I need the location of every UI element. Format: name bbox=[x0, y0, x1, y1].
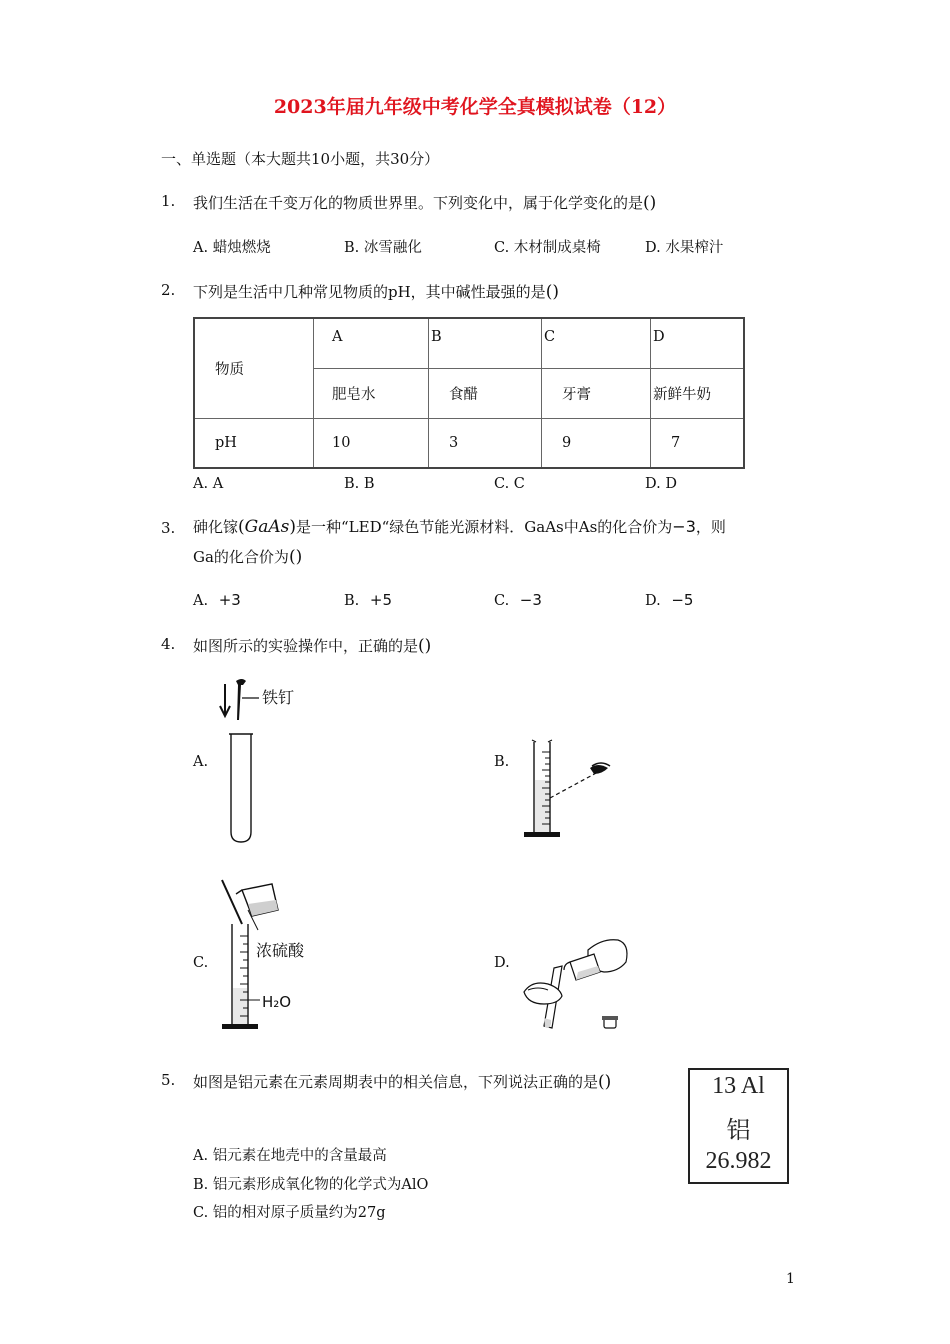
option-d: D. 水果榨汁 bbox=[645, 240, 724, 256]
figure-b-cylinder-reading bbox=[518, 736, 618, 846]
option-c: C. 铝的相对原子质量约为27g bbox=[193, 1205, 386, 1221]
option-b: B. 铝元素形成氧化物的化学式为AlO bbox=[193, 1177, 429, 1193]
option-a: A. +3 bbox=[193, 591, 241, 609]
option-b: B. 冰雪融化 bbox=[344, 240, 422, 256]
figure-label-d: D. bbox=[494, 955, 510, 971]
ph-table bbox=[193, 317, 745, 469]
table-cell: 肥皂水 bbox=[314, 368, 429, 418]
option-a: A. A bbox=[193, 476, 224, 492]
question-text: 下列是生活中几种常见物质的pH，其中碱性最强的是() bbox=[193, 282, 559, 302]
question-number: 4. bbox=[161, 635, 176, 653]
element-card-aluminum bbox=[688, 1068, 789, 1184]
table-cell: 牙膏 bbox=[542, 368, 651, 418]
table-cell: 3 bbox=[429, 418, 542, 468]
figure-label-c: C. bbox=[193, 955, 209, 971]
section-heading: 一、单选题（本大题共10小题，共30分） bbox=[161, 150, 440, 168]
question-text: 如图所示的实验操作中，正确的是() bbox=[193, 636, 432, 656]
figure-c-acid-dilution bbox=[212, 876, 332, 1036]
page-number: 1 bbox=[786, 1271, 795, 1287]
label-nong-liu-suan: 浓硫酸 bbox=[256, 941, 305, 960]
table-cell: pH bbox=[194, 418, 314, 468]
question-text: 砷化镓(GaAs)是一种“LED“绿色节能光源材料．GaAs中As的化合价为−3，则 bbox=[193, 517, 726, 537]
question-number: 2. bbox=[161, 281, 176, 299]
figure-label-a: A. bbox=[193, 754, 209, 770]
option-d: D. D bbox=[645, 476, 677, 492]
option-a: A. 铝元素在地壳中的含量最高 bbox=[193, 1148, 387, 1164]
question-number: 3. bbox=[161, 519, 176, 537]
figure-label-b: B. bbox=[494, 754, 510, 770]
label-water: H₂O bbox=[262, 993, 292, 1011]
table-cell: B bbox=[429, 318, 542, 368]
table-cell: 10 bbox=[314, 418, 429, 468]
element-number-symbol: 13 Al bbox=[712, 1073, 765, 1099]
option-c: C. C bbox=[494, 476, 525, 492]
table-row-header: 物质 bbox=[194, 318, 314, 418]
question-text-line2: Ga的化合价为() bbox=[193, 547, 303, 567]
option-a: A. 蜡烛燃烧 bbox=[193, 240, 271, 256]
option-b: B. +5 bbox=[344, 591, 392, 609]
table-cell: D bbox=[651, 318, 745, 368]
element-mass: 26.982 bbox=[705, 1148, 772, 1174]
option-d: D. −5 bbox=[645, 591, 694, 609]
option-c: C. −3 bbox=[494, 591, 542, 609]
option-c: C. 木材制成桌椅 bbox=[494, 240, 601, 256]
table-cell: 7 bbox=[651, 418, 745, 468]
table-cell: A bbox=[314, 318, 429, 368]
question-number: 5. bbox=[161, 1071, 176, 1089]
question-number: 1. bbox=[161, 192, 176, 210]
option-b: B. B bbox=[344, 476, 375, 492]
label-tie-ding: 铁钉 bbox=[262, 688, 295, 707]
figure-a-test-tube-nail bbox=[212, 676, 312, 846]
question-text: 如图是铝元素在元素周期表中的相关信息，下列说法正确的是() bbox=[193, 1072, 612, 1092]
table-cell: 新鲜牛奶 bbox=[651, 368, 745, 418]
table-cell: C bbox=[542, 318, 651, 368]
page-title: 2023年届九年级中考化学全真模拟试卷（12） bbox=[273, 96, 677, 118]
figure-d-pouring-liquid bbox=[518, 932, 648, 1032]
table-cell: 9 bbox=[542, 418, 651, 468]
element-name: 铝 bbox=[726, 1118, 751, 1144]
table-cell: 食醋 bbox=[429, 368, 542, 418]
question-text: 我们生活在千变万化的物质世界里。下列变化中，属于化学变化的是() bbox=[193, 193, 657, 213]
